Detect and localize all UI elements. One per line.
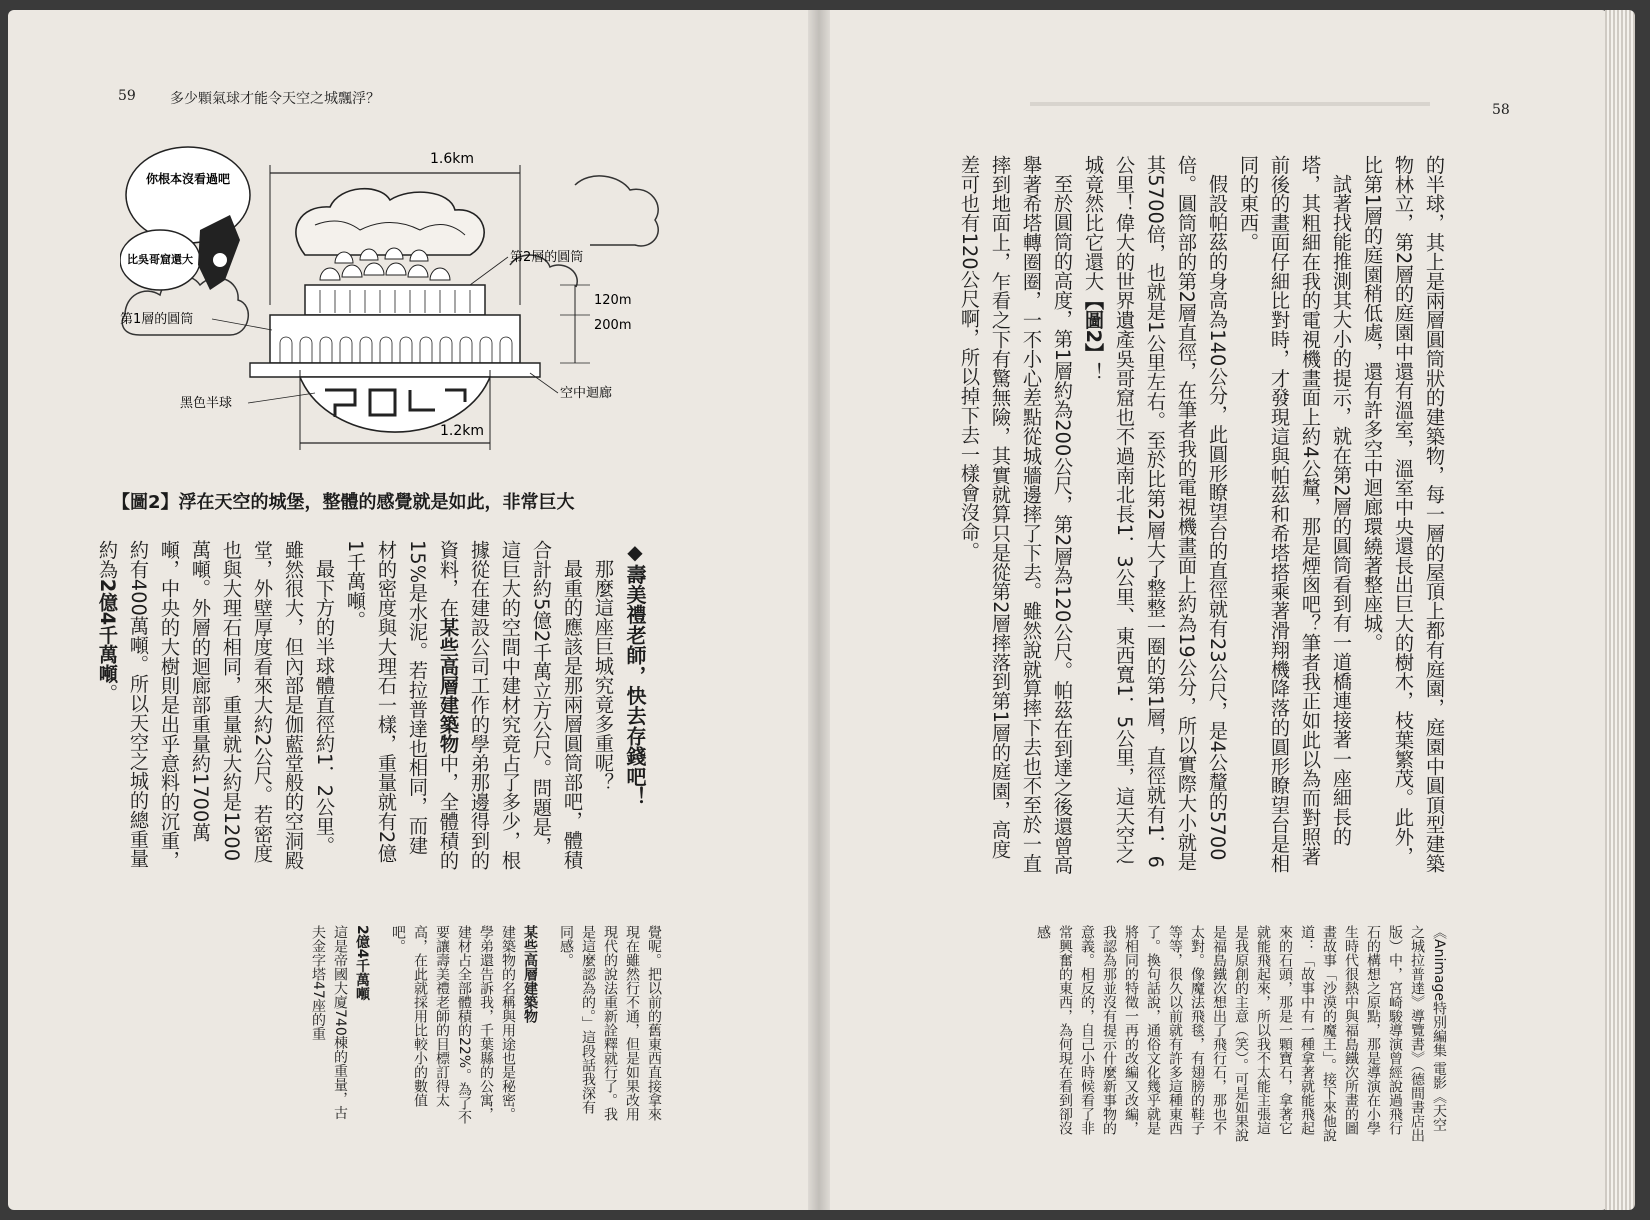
right-footnote-text: 《Animage特別編集 電影《天空之城拉普達》導覽書》（德間書店出版）中，宮崎駿導演曾經說過飛行石的構想之原點，那是導演在小學生時代很熱中與福島鐵次所畫的圖畫故事「沙漠的魔王」。接下來他說道：「故事中有一種拿著就能飛起來的石頭，那是一顆寶石，拿著它就能飛起來，所以我不太能主張這是我原創的主意（笑）。可是如果說是福島鐵次想出了飛行石，那也不太對。像魔法飛毯，有翅膀的鞋子等等，很久以前就有許多這種東西了。換句話說，通俗文化幾乎就是將相同的特徵一再的改編又改編，我認為那並沒有提示什麼新事物的意義。相反的，自己小時候看了非常興奮的東西，為何現在看到卻沒感: [1035, 925, 1447, 1142]
right-header-rule: [1030, 102, 1430, 106]
page-edges: [1605, 10, 1635, 1210]
book-gutter: [808, 10, 830, 1210]
left-main-text: [92, 540, 650, 870]
term-tall-buildings: 某些高層建築物: [437, 617, 460, 754]
right-page-number: 58: [1492, 102, 1510, 118]
dim-top-label: 1.6km: [430, 151, 475, 167]
speech-bubble-1-text: 你根本沒看過吧: [145, 172, 231, 186]
label-layer2: 第2層的圓筒: [510, 250, 584, 265]
figure-reference: 【圖2】: [1082, 290, 1105, 363]
right-paragraph-2: 試著找能推測其大小的提示，就在第2層的圓筒看到有一道橋連接著一座細長的塔，其粗細在我的電視機畫面上約4公釐，那是煙囪吧？筆者我正如此以為而對照著前後的畫面仔細比對時，才發現這與帕茲和希塔搭乘著滑翔機降落的圓形瞭望台是相同的東西。: [1237, 155, 1353, 873]
figure-caption: [112, 488, 575, 514]
footnote-2: [307, 925, 373, 1125]
left-paragraph-3: 最下方的半球體直徑約1．2公里。雖然很大，但內部是伽藍堂般的空洞殿堂，外壁厚度看來大約2公尺。若密度也與大理石相同，重量就大約是1200萬噸。外層的迴廊部重量約1700萬噸，中央的大樹則是出乎意料的沉重，約有400萬噸。所以天空之城的總重量約為2億4千萬噸。: [96, 540, 336, 870]
label-layer1: 第1層的圓筒: [120, 312, 194, 327]
speech-bubble-2-text: 比吳哥窟還大: [127, 253, 193, 266]
sky-corridor: [250, 363, 540, 377]
section-heading: ◆壽美禮老師，快去存錢吧！: [623, 540, 647, 807]
dim-bottom-label: 1.2km: [440, 423, 485, 439]
left-footnotes: [307, 925, 665, 1125]
left-paragraph-2: 最重的應該是那兩層圓筒部吧，體積合計約5億2千萬立方公尺。問題是，這巨大的空間中建材究竟占了多少，根據從在建設公司工作的學弟那邊得到的資料，在某些高層建築物中，全體積的15%是水泥。若拉普達也相同，而建材的密度與大理石一樣，重量就有2億1千萬噸。: [344, 540, 584, 870]
left-paragraph-1: 那麼這座巨城究竟多重呢？: [592, 559, 615, 792]
footnote-1-text: 建築物的名稱與用途也是秘密。學弟還告訴我，千葉縣的公寓，建材占全部體積的22%。為了不要讓壽美禮老師的目標訂得太高，在此就採用比較小的數值吧。: [390, 925, 516, 1125]
term-total-weight: 2億4千萬噸: [96, 578, 119, 684]
footnote-1-title: 某些高層建築物: [522, 925, 538, 1023]
footnote-2-text: 這是帝國大廈740棟的重量，古夫金字塔47座的重: [310, 925, 348, 1120]
left-page-number: 59: [118, 88, 136, 104]
right-main-text: [954, 155, 1450, 875]
left-running-title: 多少顆氣球才能令天空之城飄浮？: [170, 91, 380, 107]
label-hemisphere: 黑色半球: [180, 396, 233, 411]
right-paragraph-4: 至於圓筒的高度，第1層約為200公尺，第2層為120公尺。帕茲在到達之後還曾高舉著希塔轉圈圈，一不小心差點從城牆邊摔了下去。雖然說就算摔下去也不至於一直摔到地面上，乍看之下有驚無險，其實就算只是從第2層摔落到第1層的庭園，高度差可也有120公尺啊，所以掉下去一樣會沒命。: [958, 155, 1074, 875]
layer1-cylinder: [270, 315, 520, 363]
right-paragraph-3: 假設帕茲的身高為140公分，此圓形瞭望台的直徑就有23公尺，是4公釐的5700倍。圓筒部的第2層直徑，在筆者我的電視機畫面上約為19公分，所以實際大小就是其5700倍，也就是1公里左右。至於比第2層大了整整一圈的第1層，直徑就有1．6公里！偉大的世界遺產吳哥窟也不過南北長1．3公里、東西寬1．5公里，這天空之城竟然比它還大【圖2】！: [1082, 155, 1229, 872]
right-footnote: [1032, 925, 1450, 1145]
dim-120-label: 120m: [594, 293, 632, 308]
cloud-right: [575, 176, 658, 246]
figure-caption-label: 【圖2】: [112, 492, 179, 513]
castle-figure: [120, 145, 660, 475]
dim-200-label: 200m: [594, 318, 632, 333]
bat-eye: [213, 253, 227, 267]
footnote-2-title: 2億4千萬噸: [354, 925, 370, 1001]
figure-caption-text: 浮在天空的城堡，整體的感覺就是如此，非常巨大: [178, 492, 575, 513]
right-paragraph-1: 的半球，其上是兩層圓筒狀的建築物，每一層的屋頂上都有庭園，庭園中圓頂型建築物林立，第2層的庭園中還有溫室，溫室中央還長出巨大的樹木，枝葉繁茂。此外，比第1層的庭園稍低處，還有許多空中迴廊環繞著整座城。: [1361, 155, 1446, 873]
footnote-1: [387, 925, 541, 1125]
footnote-continued: 覺呢。把以前的舊東西直接拿來現在雖然行不通，但是如果改用現代的說法重新詮釋就行了。我是這麼認為的。」這段話我深有同感。: [558, 925, 662, 1121]
label-corridor: 空中迴廊: [560, 386, 613, 401]
